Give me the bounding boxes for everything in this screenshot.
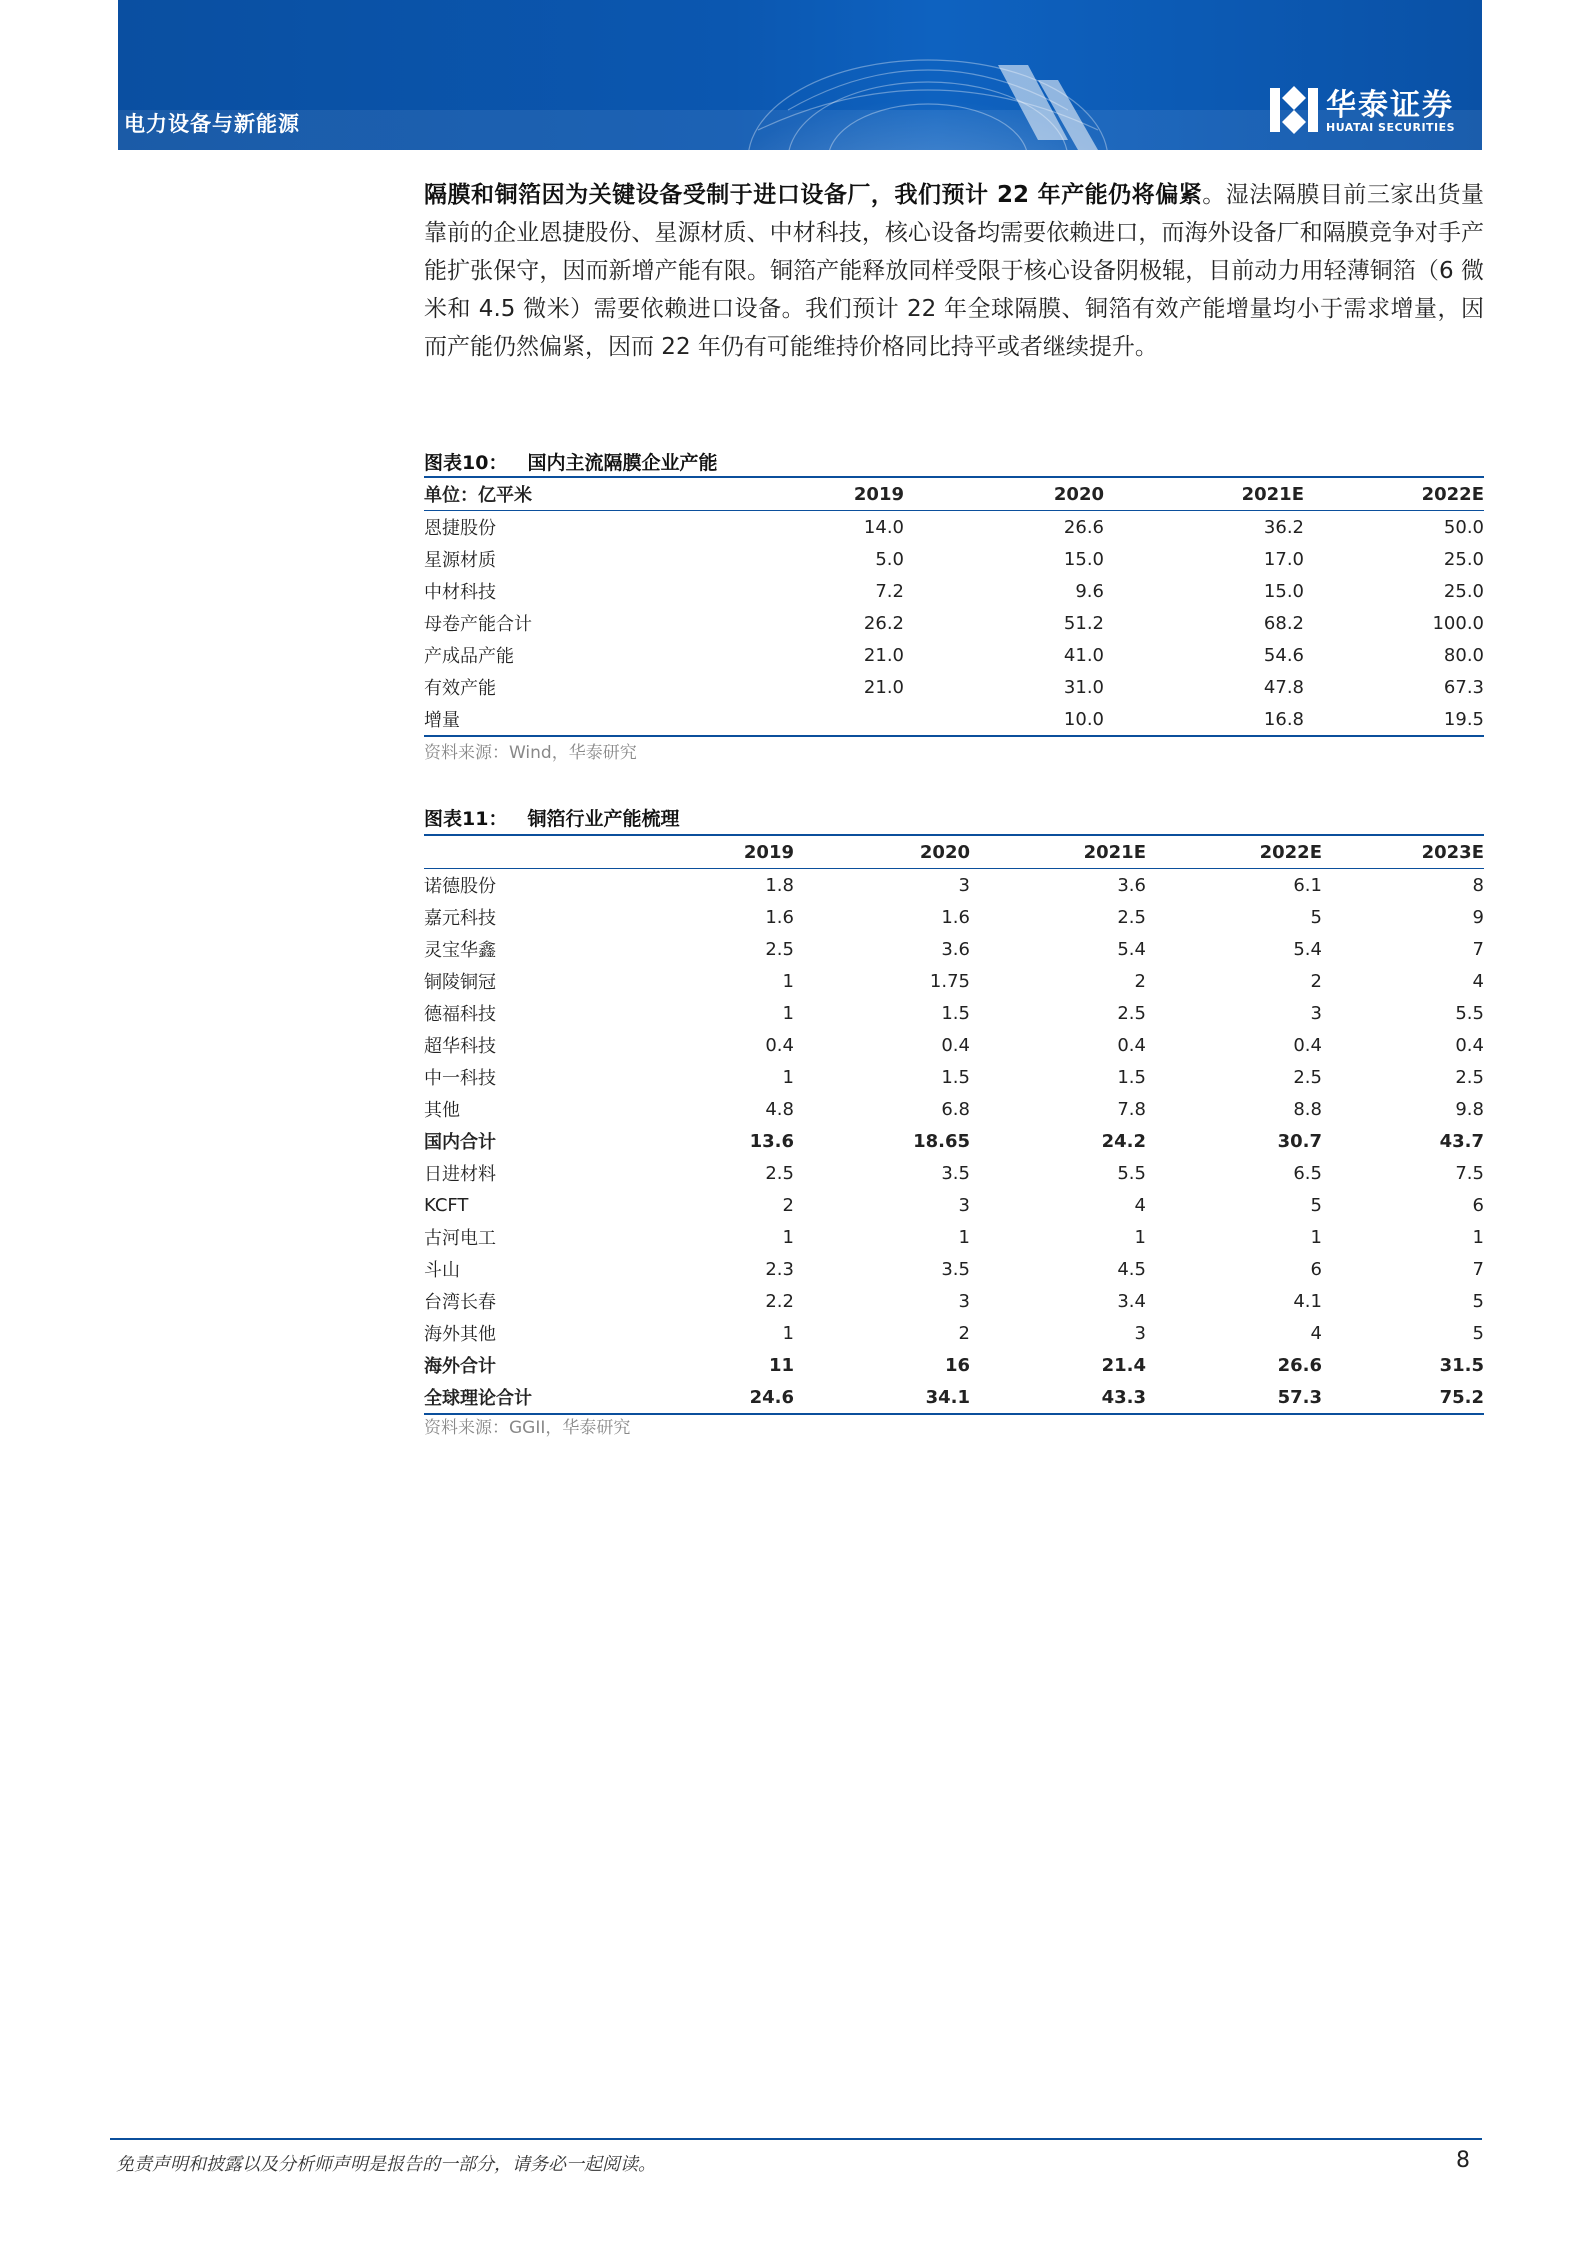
table-cell: 4 — [1134, 1194, 1146, 1216]
table-cell: 7.2 — [875, 580, 904, 602]
table-cell: 1 — [782, 1066, 794, 1088]
table-cell: 31.5 — [1439, 1354, 1484, 1376]
fig10-title — [424, 448, 717, 475]
table-cell: 2.5 — [765, 938, 794, 960]
table-cell: 5 — [1310, 906, 1322, 928]
table-cell: 9.8 — [1455, 1098, 1484, 1120]
table-cell: 41.0 — [1063, 644, 1104, 666]
table-cell: 2.5 — [765, 1162, 794, 1184]
row-label: 铜陵铜冠 — [424, 972, 496, 993]
table-row — [424, 607, 1484, 639]
table-row — [424, 901, 1484, 933]
table-cell: 17.0 — [1263, 548, 1304, 570]
row-label: 灵宝华鑫 — [424, 940, 496, 961]
table-cell: 6.8 — [941, 1098, 970, 1120]
table-cell: 5 — [1472, 1290, 1484, 1312]
table-cell: 21.0 — [863, 644, 904, 666]
table-cell: 1.6 — [765, 906, 794, 928]
table-cell: 1 — [1134, 1226, 1146, 1248]
table-cell: 2.5 — [1293, 1066, 1322, 1088]
table-cell: 5.5 — [1117, 1162, 1146, 1184]
table-cell: 26.6 — [1277, 1354, 1322, 1376]
table-cell: 31.0 — [1063, 676, 1104, 698]
column-header: 2022E — [1421, 483, 1484, 505]
table-cell: 75.2 — [1439, 1386, 1484, 1408]
table-cell: 4 — [1310, 1322, 1322, 1344]
column-header: 2022E — [1259, 841, 1322, 863]
table-cell: 3.5 — [941, 1162, 970, 1184]
table-cell: 15.0 — [1063, 548, 1104, 570]
table-cell: 16.8 — [1263, 708, 1304, 730]
table-cell: 1.5 — [941, 1066, 970, 1088]
column-header: 2020 — [1053, 483, 1104, 505]
table-cell: 7 — [1472, 1258, 1484, 1280]
table-row — [424, 965, 1484, 997]
table-cell: 100.0 — [1432, 612, 1484, 634]
body-lead-bold: 隔膜和铜箔因为关键设备受制于进口设备厂，我们预计 22 年产能仍将偏紧 — [424, 182, 1203, 208]
table-cell: 1.5 — [941, 1002, 970, 1024]
fig11-label: 图表11： — [424, 808, 508, 830]
table-cell: 34.1 — [925, 1386, 970, 1408]
table-row — [424, 997, 1484, 1029]
table-cell: 2.3 — [765, 1258, 794, 1280]
table-cell — [704, 703, 904, 736]
table-cell: 16 — [944, 1354, 970, 1376]
table-cell: 1 — [1310, 1226, 1322, 1248]
table-cell: 43.7 — [1439, 1130, 1484, 1152]
table-cell: 1 — [782, 970, 794, 992]
table-row — [424, 639, 1484, 671]
table-cell: 5.4 — [1117, 938, 1146, 960]
table-cell: 43.3 — [1101, 1386, 1146, 1408]
table-cell: 0.4 — [1455, 1034, 1484, 1056]
table-cell: 1.5 — [1117, 1066, 1146, 1088]
table-cell: 26.2 — [863, 612, 904, 634]
row-label: 有效产能 — [424, 678, 496, 699]
table-cell: 5 — [1310, 1194, 1322, 1216]
table-row — [424, 575, 1484, 607]
table-row — [424, 1349, 1484, 1381]
fig11-source: 资料来源：GGII，华泰研究 — [424, 1418, 631, 1438]
page-number: 8 — [1456, 2148, 1470, 2173]
table-cell: 24.2 — [1101, 1130, 1146, 1152]
table-cell: 6.1 — [1293, 874, 1322, 896]
table-cell: 0.4 — [1293, 1034, 1322, 1056]
table-cell: 14.0 — [863, 516, 904, 538]
table-cell: 3.6 — [941, 938, 970, 960]
row-label: 台湾长春 — [424, 1292, 496, 1313]
row-label: 诺德股份 — [424, 876, 496, 897]
table-cell: 9 — [1472, 906, 1484, 928]
table-cell: 2 — [1134, 970, 1146, 992]
fig10-title-text: 国内主流隔膜企业产能 — [527, 452, 718, 474]
row-label: 星源材质 — [424, 550, 496, 571]
table-row — [424, 1061, 1484, 1093]
table-cell: 7.5 — [1455, 1162, 1484, 1184]
table-row — [424, 869, 1484, 902]
table-row — [424, 1029, 1484, 1061]
table-cell: 3 — [958, 1194, 970, 1216]
table-cell: 67.3 — [1443, 676, 1484, 698]
column-header: 2021E — [1241, 483, 1304, 505]
brand-logo — [1268, 84, 1468, 140]
table-cell: 10.0 — [1063, 708, 1104, 730]
column-header: 2019 — [743, 841, 794, 863]
table-row — [424, 1125, 1484, 1157]
table-cell: 18.65 — [913, 1130, 970, 1152]
row-label: 斗山 — [424, 1260, 460, 1281]
table-cell: 2.5 — [1117, 906, 1146, 928]
table-cell: 3 — [958, 1290, 970, 1312]
table-cell: 5.5 — [1455, 1002, 1484, 1024]
table-cell: 1 — [782, 1002, 794, 1024]
table-cell: 1.8 — [765, 874, 794, 896]
table-cell: 13.6 — [749, 1130, 794, 1152]
table-row — [424, 543, 1484, 575]
table-row — [424, 933, 1484, 965]
brand-name-en: HUATAI SECURITIES — [1326, 121, 1456, 134]
column-header: 单位：亿平米 — [424, 485, 532, 506]
table-cell: 1 — [782, 1322, 794, 1344]
table-cell: 1 — [782, 1226, 794, 1248]
table-cell: 2.2 — [765, 1290, 794, 1312]
table-cell: 80.0 — [1443, 644, 1484, 666]
row-label: 恩捷股份 — [424, 518, 496, 539]
table-cell: 19.5 — [1443, 708, 1484, 730]
row-label: KCFT — [424, 1194, 469, 1216]
table-cell: 2 — [958, 1322, 970, 1344]
row-label: 中一科技 — [424, 1068, 496, 1089]
table-row — [424, 1189, 1484, 1221]
row-label: 其他 — [424, 1100, 460, 1121]
table-cell: 6.5 — [1293, 1162, 1322, 1184]
table-cell: 26.6 — [1063, 516, 1104, 538]
table-cell: 7 — [1472, 938, 1484, 960]
table-cell: 5 — [1472, 1322, 1484, 1344]
table-cell: 21.4 — [1101, 1354, 1146, 1376]
table-cell: 4.1 — [1293, 1290, 1322, 1312]
table-cell: 54.6 — [1263, 644, 1304, 666]
table-cell: 7.8 — [1117, 1098, 1146, 1120]
table-cell: 2.5 — [1117, 1002, 1146, 1024]
row-label: 古河电工 — [424, 1228, 496, 1249]
globe-graphic — [698, 10, 1178, 150]
column-header — [424, 835, 644, 869]
row-label: 产成品产能 — [424, 646, 514, 667]
separator-capacity-table — [424, 476, 1484, 737]
table-row — [424, 1381, 1484, 1414]
table-cell: 25.0 — [1443, 548, 1484, 570]
table-cell: 2 — [1310, 970, 1322, 992]
row-label: 超华科技 — [424, 1036, 496, 1057]
table-cell: 50.0 — [1443, 516, 1484, 538]
body-paragraph — [424, 176, 1484, 366]
table-cell: 0.4 — [765, 1034, 794, 1056]
page-header — [118, 0, 1482, 150]
column-header: 2023E — [1421, 841, 1484, 863]
table-cell: 1.75 — [929, 970, 970, 992]
table-cell: 5.4 — [1293, 938, 1322, 960]
table-cell: 0.4 — [1117, 1034, 1146, 1056]
copper-foil-capacity-table — [424, 834, 1484, 1415]
row-label: 全球理论合计 — [424, 1388, 532, 1409]
table-row — [424, 1093, 1484, 1125]
table-cell: 5.0 — [875, 548, 904, 570]
table-row — [424, 1317, 1484, 1349]
table-cell: 25.0 — [1443, 580, 1484, 602]
fig11-title-text: 铜箔行业产能梳理 — [527, 808, 680, 830]
table-cell: 68.2 — [1263, 612, 1304, 634]
row-label: 海外合计 — [424, 1356, 496, 1377]
fig10-source: 资料来源：Wind，华泰研究 — [424, 743, 637, 763]
table-cell: 2.5 — [1455, 1066, 1484, 1088]
row-label: 母卷产能合计 — [424, 614, 532, 635]
table-cell: 3.4 — [1117, 1290, 1146, 1312]
table-row — [424, 511, 1484, 544]
table-cell: 3.5 — [941, 1258, 970, 1280]
row-label: 中材科技 — [424, 582, 496, 603]
table-cell: 4.8 — [765, 1098, 794, 1120]
table-cell: 6 — [1472, 1194, 1484, 1216]
section-title: 电力设备与新能源 — [124, 112, 300, 136]
table-cell: 30.7 — [1277, 1130, 1322, 1152]
table-cell: 3.6 — [1117, 874, 1146, 896]
fig11-title — [424, 804, 679, 831]
table-cell: 3 — [958, 874, 970, 896]
table-row — [424, 703, 1484, 736]
row-label: 海外其他 — [424, 1324, 496, 1345]
table-cell: 3 — [1310, 1002, 1322, 1024]
table-cell: 24.6 — [749, 1386, 794, 1408]
table-cell: 0.4 — [941, 1034, 970, 1056]
row-label: 德福科技 — [424, 1004, 496, 1025]
table-header-row — [424, 477, 1484, 511]
table-cell: 57.3 — [1277, 1386, 1322, 1408]
table-row — [424, 1157, 1484, 1189]
table-cell: 51.2 — [1063, 612, 1104, 634]
table-cell: 8 — [1472, 874, 1484, 896]
table-header-row — [424, 835, 1484, 869]
row-label: 增量 — [424, 710, 460, 731]
body-rest: 。湿法隔膜目前三家出货量靠前的企业恩捷股份、星源材质、中材科技，核心设备均需要依赖进口，而海外设备厂和隔膜竞争对手产能扩张保守，因而新增产能有限。铜箔产能释放同样受限于核心设备阴极辊，目前动力用轻薄铜箔（6 微米和 4.5 微米）需要依赖进口设备。我们预计 22 年全球隔膜、铜箔有效产能增量均小于需求增量，因而产能仍然偏紧，因而 22 年仍有可能维持价格同比持平或者继续提升。 — [424, 182, 1484, 360]
column-header: 2020 — [919, 841, 970, 863]
fig10-label: 图表10： — [424, 452, 508, 474]
table-row — [424, 671, 1484, 703]
row-label: 日进材料 — [424, 1164, 496, 1185]
footer-disclaimer: 免责声明和披露以及分析师声明是报告的一部分，请务必一起阅读。 — [116, 2154, 656, 2175]
table-cell: 1 — [958, 1226, 970, 1248]
table-cell: 11 — [768, 1354, 794, 1376]
table-cell: 47.8 — [1263, 676, 1304, 698]
table-cell: 4.5 — [1117, 1258, 1146, 1280]
table-cell: 3 — [1134, 1322, 1146, 1344]
table-cell: 36.2 — [1263, 516, 1304, 538]
table-cell: 21.0 — [863, 676, 904, 698]
table-cell: 15.0 — [1263, 580, 1304, 602]
table-cell: 1.6 — [941, 906, 970, 928]
footer-divider — [110, 2138, 1482, 2140]
table-cell: 9.6 — [1075, 580, 1104, 602]
huatai-logo-icon — [1268, 84, 1320, 136]
table-cell: 6 — [1310, 1258, 1322, 1280]
table-cell: 1 — [1472, 1226, 1484, 1248]
table-row — [424, 1253, 1484, 1285]
table-cell: 8.8 — [1293, 1098, 1322, 1120]
column-header: 2019 — [853, 483, 904, 505]
table-cell: 4 — [1472, 970, 1484, 992]
table-row — [424, 1285, 1484, 1317]
brand-name-cn: 华泰证券 — [1326, 88, 1454, 123]
row-label: 嘉元科技 — [424, 908, 496, 929]
row-label: 国内合计 — [424, 1132, 496, 1153]
table-row — [424, 1221, 1484, 1253]
column-header: 2021E — [1083, 841, 1146, 863]
table-cell: 2 — [782, 1194, 794, 1216]
